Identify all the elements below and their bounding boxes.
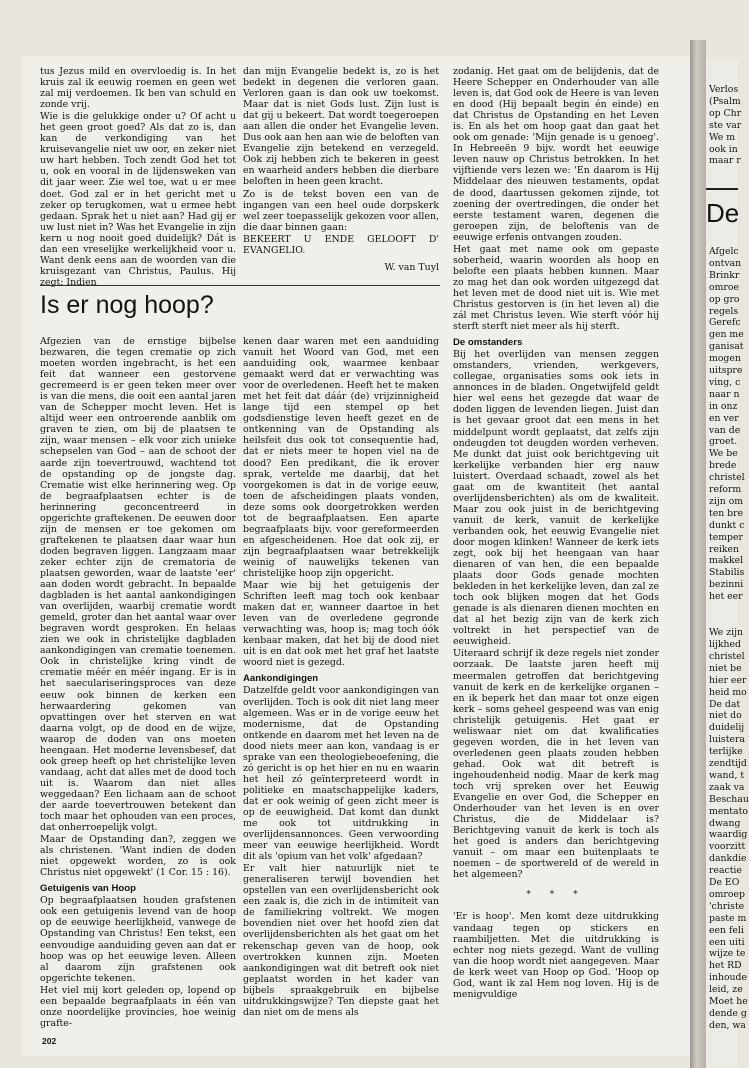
- facing-page-text-fragment: ten bre: [709, 507, 744, 519]
- facing-page-text-fragment: inhoude: [709, 972, 747, 984]
- facing-page-heading: De: [706, 198, 740, 228]
- facing-page-text-fragment: De dat: [709, 698, 741, 710]
- facing-page-text-fragment: hier eer: [709, 674, 747, 686]
- facing-page-text-fragment: zendtijd: [709, 758, 747, 769]
- section-heading: De omstanders: [453, 337, 523, 349]
- previous-article-column-1: [40, 66, 236, 289]
- facing-page-text-fragment: heid mo: [709, 686, 747, 698]
- facing-page-text-fragment: We m: [709, 131, 736, 143]
- author-signature: W. van Tuyl: [384, 261, 439, 273]
- facing-page-edge: [706, 60, 749, 1068]
- facing-page-text-fragment: terlijke: [709, 746, 743, 758]
- facing-page-text-fragment: (Psalm: [709, 95, 741, 107]
- paragraph: Zo is de tekst boven een van de ingangen van een heel oude dorpskerk wel zeer toepasselijk gekozen voor allen, die daar binnen gaan:: [243, 188, 439, 233]
- facing-page-text-fragment: niet be: [709, 662, 742, 674]
- facing-page-text-fragment: Verlos: [709, 84, 739, 95]
- facing-page-text-fragment: omroe: [709, 281, 739, 293]
- paragraph: Op begraafplaatsen houden grafstenen ook een getuigenis levend van de hoop op de eeuwige heerlijkheid, vanwege de Opstanding van Christus! Een tekst, een eenvoudige aanduiding geven aan dat er hoop was op het eeuwige leven. Alleen al daarom zijn grafstenen ook opgerichte tekenen.: [40, 895, 236, 984]
- facing-page-text-fragment: We zijn: [709, 627, 743, 639]
- facing-page-text-fragment: in onz: [709, 400, 738, 412]
- section-rule: [706, 188, 738, 190]
- facing-page-text-fragment: wijze te: [709, 948, 746, 960]
- facing-page-text-fragment: leid, ze: [709, 984, 743, 996]
- facing-page-text-fragment: een uiti: [709, 936, 745, 948]
- facing-page-text-fragment: Beschau: [709, 793, 749, 805]
- facing-page-text-fragment: zaak va: [709, 781, 745, 793]
- facing-page-text-fragment: waardig: [709, 829, 748, 841]
- facing-page-text-fragment: Brinkr: [709, 269, 740, 281]
- paragraph: Uiteraard schrijf ik deze regels niet zonder oorzaak. De laatste jaren heeft mij meermalen getroffen dat berichtgeving vanuit de kerk en de kerkelijke organen – en ik beperk het dan maar tot onze eigen kerk – soms geheel gespeend was van enig christelijk getuigenis. Het gaat er weliswaar niet om dat kwalificaties gegeven worden, die in het leven van overledenen geen plaats zouden hebben gehad. Ook wat dit betreft is ingehoudenheid nodig. Maar de kerk mag toch vrij spreken over het Eeuwig Evangelie en over God, die Schepper en Onderhouder van het leven is en over Christus, die de Middelaar is? Berichtgeving vanuit de kerk is toch als het goed is anders dan berichtgeving vanuit – om maar een buitenplaats te noemen – de sportwereld of de wereld in het algemeen?: [453, 648, 659, 881]
- facing-page-text-fragment: wand, t: [709, 769, 745, 781]
- facing-page-text-fragment: paste m: [709, 912, 747, 924]
- facing-page-text-fragment: De EO: [709, 877, 740, 888]
- article-column-1: [40, 336, 236, 1030]
- paragraph: Het viel mij kort geleden op, lopend op een bepaalde begraafplaats in één van onze noordelijke provincies, hoe weinig grafte-: [40, 984, 236, 1029]
- paragraph: Bij het overlijden van mensen zeggen omstanders, vrienden, werkgevers, collegae, organisaties soms ook iets in annonces in de bladen. Ongetwijfeld geldt hier wel eens het gezegde dat waar de doden liggen de levenden liegen. Juist dan is het gevaar groot dat een mens in het middelpunt wordt geplaatst, dat zelfs zijn ondeugden tot deugden worden verheven. Me dunkt dat juist ook berichtgeving uit kerkelijke verbanden hier erg nauw luistert. Overdaad schaadt, zowel als het gaat om de kwantiteit (het aantal overlijdensberichten) als om de kwaliteit. Maar zou ook juist in de berichtgeving vanuit de kerk, vanuit de kerkelijke verbanden ook, het eeuwig Evangelie niet door mogen klinken! Wanneer de kerk iets zegt, ook bij het heengaan van haar dienaren of van hen, die een bepaalde plaats door Gods genade mochten bekleden in het kerkelijke leven, dan zal ze toch ook blijken mogen dat het Gods genade is als dienaren dienen mochten en dat al het bezig zijn van de kerk zich voltrekt in het perspectief van de eeuwigheid.: [453, 349, 659, 648]
- facing-page-text-fragment: reform: [709, 484, 742, 495]
- facing-page-text-fragment: christel: [709, 472, 745, 484]
- facing-page-text-fragment: niet do: [709, 710, 742, 722]
- paragraph: kenen daar waren met een aanduiding vanuit het Woord van God, met een aanduiding ook, waarmee kenbaar gemaakt werd dat er verwachting was voor de overledenen. Heeft het te maken met het feit dat dáár (de) vrijzinnigheid lange tijd een stempel op het godsdienstige leven heeft gezet en de ontkenning van de Opstanding als heilsfeit dus ook tot consequentie had, dat er niets meer te hopen viel na de dood? Een predikant, die ik erover sprak, vertelde me daarbij, dat het voorgekomen is dat in de vorige eeuw, toen de afscheidingen plaats vonden, deze soms ook doorgetrokken werden tot de begraafplaatsen. Een aparte begraafplaats bijv. voor gereformeerden en afgescheidenen. Hoe dat ook zij, er zijn begraafplaatsen waar betrekkelijk weinig of nauwelijks tekenen van christelijke hoop zijn opgericht.: [243, 336, 439, 579]
- paragraph: Het gaat met name ook om gepaste soberheid, waarin woorden als hoop en belofte een plaats hebben kunnen. Maar zo mag het dan ook worden uitgezegd dat het leven met de dood niet uit is. Wie met Christus gestorven is (in het leven al) die zál met Christus leven. Wie sterft vóór hij sterft sterft niet meer als hij sterft.: [453, 243, 659, 333]
- section-heading: Aankondigingen: [243, 673, 319, 685]
- facing-page-text-fragment: We be: [709, 448, 738, 460]
- facing-page-text-fragment: van de: [709, 424, 741, 436]
- facing-page-text-fragment: lijkhed: [709, 639, 741, 650]
- facing-page-text-fragment: dende g: [709, 1007, 747, 1019]
- facing-page-text-fragment: Stabilis: [709, 567, 745, 579]
- facing-page-text-fragment: een feli: [709, 924, 744, 936]
- previous-article-column-2: [243, 66, 439, 273]
- paragraph: Wie is die gelukkige onder u? Of acht u het geen groot goed? Als dat zo is, dan kan de verkondiging van het kruisevangelie niet uw oor, en zeker niet uw hart hebben. Toch zendt God het tot u, ook en vooral in de lijdensweken van dit jaar weer. Zie wel toe, wat u er mee doet. God zal er in het gericht met u zeker op terugkomen, wat u ermee hebt gedaan. Sprak het u niet aan? Had gij er uw lust niet in? Was het Evangelie in zijn kern u nog nooit goed duidelijk? Dát is dan een vreselijke werkelijkheid voor u. Want denk eens aan de woorden van die kruisgezant van Christus, Paulus. Hij zegt: Indien: [40, 111, 236, 288]
- facing-page-text-fragment: op Chr: [709, 107, 742, 119]
- facing-page-text-fragment: ganisat: [709, 341, 744, 353]
- paragraph: Er valt hier natuurlijk niet te generaliseren terwijl bovendien het opstellen van een overlijdensbericht ook een zaak is, die zich in de intimiteit van de familiekring voltrekt. We mogen bovendien niet over het hoofd zien dat overlijdensberichten als het gaat om het rekenschap geven van de hoop, ook overtrokken kunnen zijn. Moeten aankondigingen wat dit betreft ook niet geplaatst worden in het kader van bijbels spraakgebruik en bijbelse uitdrukkingswijze? Ten diepste gaat het dan niet om de mens als: [243, 863, 439, 1018]
- facing-page-text-fragment: omroep: [709, 888, 745, 900]
- facing-page-text-fragment: Moet he: [709, 996, 748, 1007]
- facing-page-text-fragment: duidelij: [709, 722, 745, 734]
- facing-page-text-fragment: het RD: [709, 960, 742, 972]
- facing-page-text-fragment: temper: [709, 531, 743, 543]
- page-gutter: [690, 40, 706, 1068]
- facing-page-text-fragment: ontvan: [709, 257, 742, 269]
- article-column-3: [453, 66, 659, 1001]
- facing-page-text-fragment: dunkt c: [709, 519, 745, 531]
- paragraph: dan mijn Evangelie bedekt is, zo is het bedekt in degenen die verloren gaan. Verloren gaan is dan ook uw toekomst. Maar dat is niet Gods lust. Zijn lust is dat gij u bekeert. Dat wordt toegeroepen aan allen die onder het Evangelie leven. Dus ook aan hen aan wie de beloften van Evangelie zijn betekend en verzegeld. Ook zij hebben zich te bekeren in geest en waarheid anders hebben die dierbare beloften in heen geen kracht.: [243, 66, 439, 188]
- facing-page-text-fragment: en ver: [709, 412, 739, 424]
- facing-page-text-fragment: regels: [709, 305, 739, 317]
- section-divider: * * *: [526, 890, 586, 901]
- facing-page-text-fragment: Afgelc: [709, 246, 739, 257]
- facing-page-text-fragment: christel: [709, 650, 745, 662]
- facing-page-text-fragment: uitspre: [709, 365, 743, 376]
- facing-page-text-fragment: brede: [709, 460, 737, 472]
- paragraph: Afgezien van de ernstige bijbelse bezwaren, die tegen crematie op zich moeten worden ingebracht, is het een feit dat wanneer een gestorvene gecremeerd is er geen teken meer over is van die mens, die ooit een aantal jaren van de Schepper mocht leven. Het is altijd weer een ontroerende aanblik om graven te zien, om bij de plaatsen te zijn, waar mensen – elk voor zich unieke schepselen van God – aan de schoot der aarde zijn toevertrouwd, wachtend tot de opstanding op de jongste dag. Crematie wist elke herinnering weg. Op de begraafplaatsen echter is de herinnering geconcentreerd in opgerichte graftekenen. De eeuwen door zijn de mensen er toe gekomen om graftekenen te plaatsen daar waar hun doden begraven liggen. Langzaam maar zeker echter zijn de crematoria de plaatsen geworden, waar de laatste 'eer' aan doden wordt gebracht. In bepaalde dagbladen is het aantal aankondigingen van overlijden, waarbij crematie wordt gemeld, groter dan het aantal waar over begraven wordt gesproken. En helaas zien we ook in christelijke dagbladen aankondigingen van crematie toenemen. Ook in christelijke kring vindt de crematie méér en méér ingang. Er is in het saeculariseringsproces van deze eeuw ook binnen de kerken een herwaardering gekomen van opvattingen over het sterven en wat daarna volgt, op de dood en de wijze, waarop de doden van ons moeten heengaan. Het moderne levensbesef, dat ook greep heeft op het christelijke leven vandaag, acht dat alles met de dood toch uit is. Waarom dan niet alles weggedaan? Een lichaam aan de schoot der aarde toevertrouwen betekent dan toch maar het ophouden van een proces, dat onherroepelijk volgt.: [40, 336, 236, 834]
- facing-page-text-fragment: dankdie: [709, 853, 747, 865]
- facing-page-text-fragment: luistera: [709, 734, 745, 746]
- paragraph: Maar de Opstanding dan?, zeggen we als christenen. 'Want indien de doden niet opgewekt worden, zo is ook Christus niet opgewekt' (1 Cor. 15 : 16).: [40, 834, 236, 879]
- facing-page-text-fragment: ook in: [709, 143, 738, 155]
- facing-page-text-fragment: groet.: [709, 436, 738, 448]
- facing-page-text-fragment: mentato: [709, 805, 748, 817]
- facing-page-text-fragment: voorzitt: [709, 841, 746, 853]
- facing-page-text-fragment: 'christe: [709, 900, 745, 912]
- facing-page-text-fragment: zijn om: [709, 495, 744, 507]
- facing-page-text-fragment: op gro: [709, 293, 740, 305]
- facing-page-text-fragment: naar n: [709, 388, 740, 400]
- paragraph: zodanig. Het gaat om de belijdenis, dat de Heere Schepper en Onderhouder van alle leven is, dat God ook de Heere is van leven en dood (Hij bepaalt begin én einde) en dat Christus de Opstanding en het Leven is. En als het om hoop gaat dan gaat het ook om genade: 'Mijn genade is u genoeg'. In Hebreeën 9 bijv. wordt het eeuwige leven nauw op Christus betrokken. In het vijftiende vers lezen we: 'En daarom is Hij Middelaar des nieuwen testaments, opdat de dood, daartussen gekomen zijnde, tot zoening der overtredingen, die onder het eerste testament waren, degenen die geroepen zijn, de beloftenis van de eeuwige erfenis ontvangen zouden.: [453, 66, 659, 243]
- facing-page-text-fragment: dwang: [709, 817, 741, 829]
- section-heading: Getuigenis van Hoop: [40, 883, 136, 895]
- paragraph: 'Er is hoop'. Men komt deze uitdrukking vandaag tegen op stickers en raambiljetten. Met die uitdrukking is echter nog niets gezegd. Want de vulling van die hoop wordt niet aangegeven. Maar de kerk weet van Hoop op God. 'Hoop op God, want ik zal Hem nog loven. Hij is de menigvuldige: [453, 911, 659, 1000]
- article-column-2: [243, 336, 439, 1019]
- facing-page-text-fragment: makkel: [709, 555, 744, 567]
- facing-page-text-fragment: maar r: [709, 155, 741, 167]
- page-number: 202: [42, 1036, 57, 1046]
- facing-page-text-fragment: gen me: [709, 329, 744, 341]
- facing-page-text-fragment: den, wa: [709, 1019, 746, 1031]
- facing-page-text-fragment: ste var: [709, 119, 742, 131]
- paragraph: Datzelfde geldt voor aankondigingen van overlijden. Toch is ook dit niet lang meer algemeen. Was er in de vorige eeuw het modernisme, dat de Opstanding ontkende en daarom met het leven na de dood niets meer aan kon, vandaag is er sprake van een theologiebeoefening, die zó gericht is op het hier en nu en waarin het heil zó geïnterpreteerd wordt in politieke en maatschappelijke kaders, dat er ook weinig of geen zicht meer is op de eeuwigheid. Dat komt dan dunkt me ook tot uitdrukking in overlijdensannonces. Geen verwoording meer van eeuwige heerlijkheid. Wordt dit als 'opium van het volk' afgedaan?: [243, 685, 439, 863]
- facing-page-text-fragment: reactie: [709, 865, 742, 877]
- facing-page-text-fragment: ving, c: [709, 376, 741, 388]
- facing-page-text-fragment: mogen: [709, 353, 741, 365]
- facing-page-text-fragment: het eer: [709, 591, 743, 603]
- paragraph: Maar wie bij het getuigenis der Schriften leeft mag toch ook kenbaar maken dat er, wanneer daartoe in het leven van de overledene gegronde verwachting was, hoop is; mag toch óók kenbaar maken, dat het bij de dood niet uit is en dat ook met het graf het laatste woord niet is gezegd.: [243, 580, 439, 669]
- closing-quote: BEKEERT U ENDE GELOOFT D' EVANGELIO.: [243, 233, 439, 256]
- facing-page-text-fragment: bezinni: [709, 579, 744, 591]
- facing-page-text-fragment: reiken: [709, 543, 740, 555]
- paragraph: tus Jezus mild en overvloedig is. In het kruis zal ik eeuwig roemen en geen wet zal mij verdoemen. Ik ben van schuld en zonde vrij.: [40, 66, 236, 111]
- article-title: Is er nog hoop?: [40, 285, 440, 320]
- facing-page-text-fragment: Gerefc: [709, 317, 741, 329]
